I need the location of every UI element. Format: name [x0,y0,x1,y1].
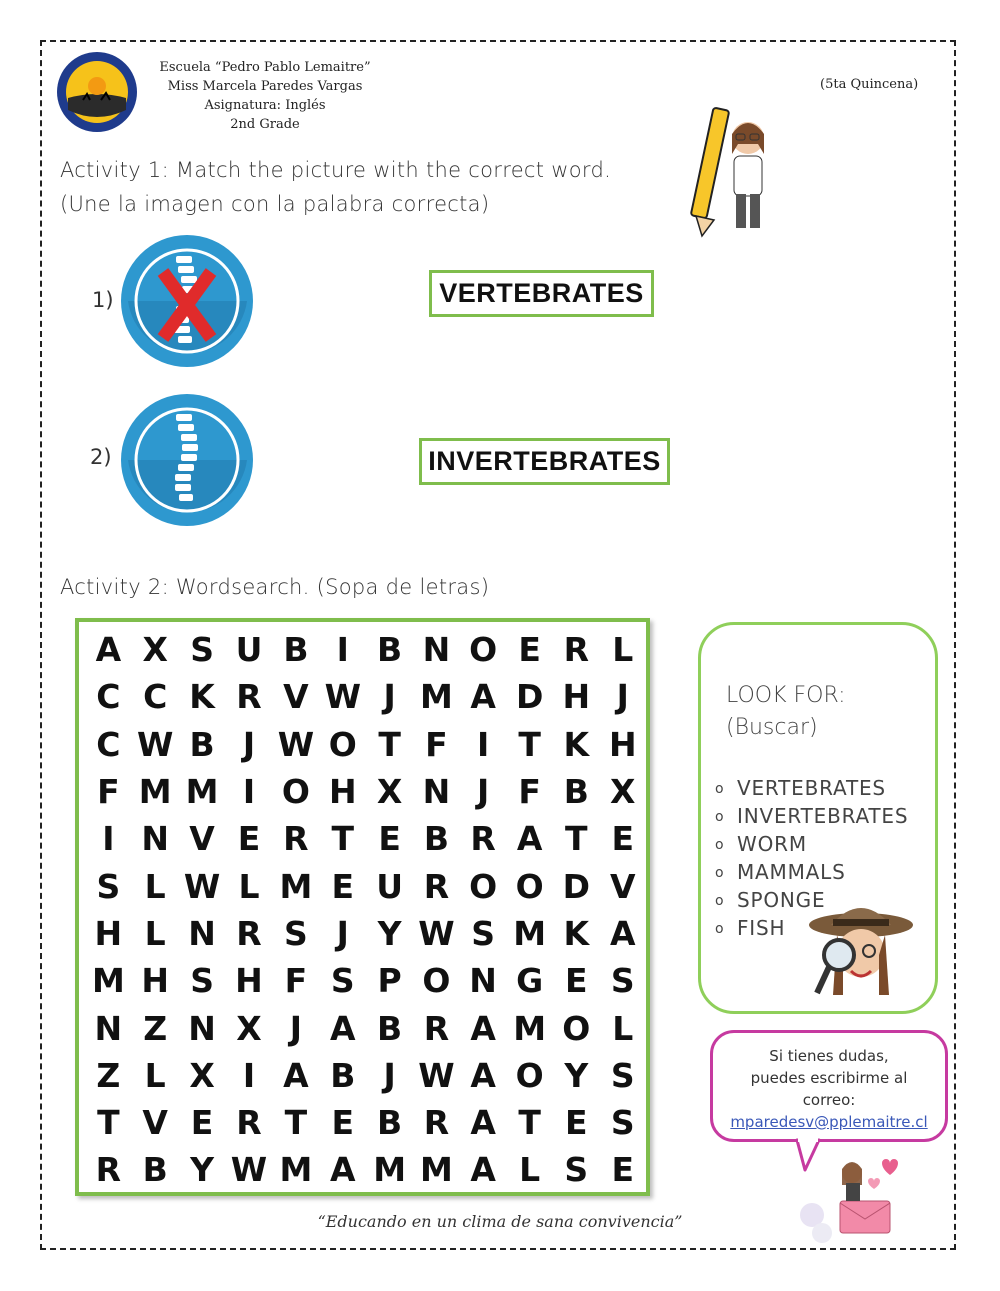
grid-cell[interactable]: J [476,772,490,812]
grid-cell[interactable]: S [564,1150,589,1190]
grid-cell[interactable]: N [188,913,216,953]
grid-cell[interactable]: K [189,677,215,717]
grid-cell[interactable]: H [562,677,591,717]
list-item: o FISH [715,915,908,943]
grid-cell[interactable]: M [279,1150,313,1190]
grid-row [85,862,646,909]
grid-cell[interactable]: X [189,1055,215,1095]
grid-row [85,721,646,768]
grid-cell[interactable]: J [336,913,349,953]
grid-cell[interactable]: O [515,866,544,906]
grid-cell[interactable]: V [189,819,215,859]
period-label: (5ta Quincena) [820,77,919,92]
grid-cell[interactable]: I [242,772,256,812]
grid-cell[interactable]: B [423,819,449,859]
grid-cell[interactable]: L [144,1055,166,1095]
grid-cell[interactable]: Y [377,913,402,953]
grid-cell[interactable]: E [611,1150,635,1190]
grid-cell[interactable]: N [141,819,169,859]
grid-cell[interactable]: L [612,1008,634,1048]
school-logo [55,50,139,134]
grid-cell[interactable]: T [331,819,355,859]
grid-cell[interactable]: A [330,1150,356,1190]
grid-cell[interactable]: T [518,1103,541,1143]
grid-cell[interactable]: N [469,961,497,1001]
grid-cell[interactable]: C [96,677,121,717]
grid-row [85,910,646,957]
list-item: o VERTEBRATES [715,775,908,803]
grid-cell[interactable]: A [516,819,543,859]
grid-cell[interactable]: T [378,724,401,764]
grid-cell[interactable]: L [238,866,260,906]
grid-cell[interactable]: L [519,1150,541,1190]
grid-cell[interactable]: E [565,961,588,1001]
grid-cell[interactable]: W [418,913,455,953]
grid-cell[interactable]: O [515,1055,544,1095]
circle-bullet-icon: o [715,893,725,909]
grid-cell[interactable]: A [95,630,122,670]
word-card-invertebrates[interactable]: INVERTEBRATES [419,438,670,485]
grid-cell[interactable]: V [283,677,309,717]
grid-cell[interactable]: E [565,1103,588,1143]
grid-cell[interactable]: Z [143,1008,168,1048]
list-item: o SPONGE [715,887,908,915]
grid-cell[interactable]: S [610,1103,635,1143]
grid-cell[interactable]: B [142,1150,168,1190]
grid-cell[interactable]: O [281,772,310,812]
grid-cell[interactable]: R [563,630,589,670]
grid-cell[interactable]: O [562,1008,591,1048]
grid-cell[interactable]: A [470,1008,496,1048]
grid-cell[interactable]: S [190,961,214,1001]
grid-cell[interactable]: H [94,913,123,953]
grid-cell[interactable]: H [608,724,637,764]
circle-bullet-icon: o [715,865,725,881]
grid-cell[interactable]: D [562,866,590,906]
grid-cell[interactable]: W [418,1055,455,1095]
grid-cell[interactable]: Z [96,1055,121,1095]
grid-cell[interactable]: I [336,630,349,670]
look-for-title: LOOK FOR: [726,683,846,708]
grid-cell[interactable]: M [420,1150,453,1190]
grid-cell[interactable]: E [518,630,541,670]
grid-cell[interactable]: F [284,961,308,1001]
grid-cell[interactable]: Y [190,1150,215,1190]
grid-cell[interactable]: J [616,677,629,717]
grid-cell[interactable]: S [284,913,308,953]
grid-cell[interactable]: A [330,1008,356,1048]
grid-cell[interactable]: X [376,772,403,812]
grid-row [85,1004,646,1051]
grid-row [85,1099,646,1146]
grid-cell[interactable]: R [236,913,262,953]
grid-cell[interactable]: R [470,819,496,859]
grid-cell[interactable]: W [277,724,315,764]
grid-cell[interactable]: B [377,1103,403,1143]
grid-cell[interactable]: M [185,772,219,812]
grid-cell[interactable]: F [518,772,541,812]
grid-cell[interactable]: B [283,630,309,670]
grid-cell[interactable]: R [423,1103,450,1143]
grid-cell[interactable]: O [328,724,357,764]
item-number-2: 2) [90,445,112,469]
grid-cell[interactable]: E [190,1103,214,1143]
grid-cell[interactable]: I [476,724,490,764]
grid-cell[interactable]: A [470,1103,496,1143]
grid-row [85,1146,646,1193]
grid-cell[interactable]: K [563,724,590,764]
look-for-subtitle: (Buscar) [726,715,818,740]
grid-cell[interactable]: I [102,819,115,859]
contact-bubble [710,1030,948,1142]
grid-cell[interactable]: O [469,866,498,906]
grid-cell[interactable]: M [513,1008,547,1048]
grid-cell[interactable]: T [518,724,541,764]
grid-cell[interactable]: E [611,819,635,859]
wordsearch-table[interactable] [85,626,646,1194]
grid-cell[interactable]: M [91,961,125,1001]
circle-bullet-icon: o [715,781,725,797]
activity1-subtitle: (Une la imagen con la palabra correcta) [60,192,490,216]
activity2-title: Activity 2: Wordsearch. (Sopa de letras) [60,575,490,599]
grid-cell[interactable]: T [97,1103,120,1143]
circle-bullet-icon: o [715,809,725,825]
grid-cell[interactable]: H [235,961,263,1001]
list-item: o WORM [715,831,908,859]
grid-cell[interactable]: O [422,961,451,1001]
detective-avatar-icon [803,895,915,1007]
grid-row [85,957,646,1004]
grid-cell[interactable]: J [383,1055,396,1095]
grid-cell[interactable]: R [283,819,309,859]
grid-cell[interactable]: W [324,677,361,717]
grid-cell[interactable]: S [610,961,635,1001]
grid-cell[interactable]: U [235,630,263,670]
school-header [150,58,380,134]
grid-cell[interactable]: X [610,772,636,812]
grid-cell[interactable]: A [609,913,636,953]
school-name: Escuela “Pedro Pablo Lemaitre” [159,60,371,75]
grid-cell[interactable]: U [376,866,403,906]
grid-cell[interactable]: M [513,913,547,953]
email-link[interactable]: mparedesv@pplemaitre.cl [730,1113,928,1131]
grid-cell[interactable]: L [144,866,166,906]
grid-row [85,815,646,862]
look-for-box [698,622,938,1014]
grid-cell[interactable]: B [377,1008,403,1048]
grid-cell[interactable]: K [563,913,590,953]
grid-cell[interactable]: M [373,1150,407,1190]
grid-cell[interactable]: S [610,1055,635,1095]
grid-cell[interactable]: X [142,630,168,670]
grade: 2nd Grade [230,117,300,132]
grid-cell[interactable]: S [96,866,121,906]
grid-cell[interactable]: X [236,1008,262,1048]
grid-cell[interactable]: W [136,724,174,764]
grid-cell[interactable]: N [422,772,451,812]
grid-cell[interactable]: M [279,866,313,906]
subject: Asignatura: Inglés [204,98,326,113]
grid-cell[interactable]: V [609,866,636,906]
grid-cell[interactable]: S [330,961,355,1001]
grid-cell[interactable]: E [331,866,355,906]
grid-cell[interactable]: E [331,1103,355,1143]
grid-cell[interactable]: B [330,1055,356,1095]
grid-cell[interactable]: R [423,1008,450,1048]
grid-cell[interactable]: O [469,630,498,670]
grid-cell[interactable]: R [236,1103,262,1143]
grid-cell[interactable]: L [612,630,634,670]
teacher-name: Miss Marcela Paredes Vargas [167,79,363,94]
grid-row [85,673,646,720]
spine-icon [118,392,260,528]
grid-cell[interactable]: P [377,961,402,1001]
grid-cell[interactable]: A [283,1055,309,1095]
grid-cell[interactable]: B [189,724,215,764]
grid-cell[interactable]: N [422,630,451,670]
activity1-title: Activity 1: Match the picture with the correct word. [60,158,612,182]
grid-cell[interactable]: B [377,630,403,670]
grid-cell[interactable]: M [138,772,172,812]
grid-cell[interactable]: S [190,630,214,670]
teacher-pencil-avatar-icon [688,98,780,238]
grid-cell[interactable]: I [242,1055,256,1095]
teacher-envelope-avatar-icon [798,1155,898,1247]
grid-row [85,768,646,815]
circle-bullet-icon: o [715,837,725,853]
grid-cell[interactable]: A [470,677,496,717]
grid-cell[interactable]: L [144,913,166,953]
grid-cell[interactable]: H [328,772,357,812]
list-item: o MAMMALS [715,859,908,887]
grid-cell[interactable]: W [183,866,221,906]
grid-cell[interactable]: E [378,819,401,859]
grid-cell[interactable]: Y [564,1055,589,1095]
grid-cell[interactable]: D [515,677,544,717]
grid-cell[interactable]: M [420,677,453,717]
grid-cell[interactable]: A [470,1150,496,1190]
contact-line-2: puedes escribirme al [750,1069,908,1087]
grid-cell[interactable]: C [143,677,168,717]
grid-cell[interactable]: N [94,1008,123,1048]
contact-line-1: Si tienes dudas, [769,1047,889,1065]
grid-cell[interactable]: J [383,677,396,717]
grid-cell[interactable]: B [563,772,589,812]
grid-cell[interactable]: T [284,1103,308,1143]
word-card-vertebrates[interactable]: VERTEBRATES [429,270,654,317]
grid-cell[interactable]: H [141,961,169,1001]
item-number-1: 1) [92,288,114,312]
grid-cell[interactable]: T [565,819,588,859]
grid-cell[interactable]: F [425,724,448,764]
grid-cell[interactable]: R [95,1150,122,1190]
grid-cell[interactable]: R [423,866,450,906]
wordsearch-grid[interactable] [75,618,650,1196]
grid-cell[interactable]: N [188,1008,216,1048]
grid-cell[interactable]: S [471,913,495,953]
circle-bullet-icon: o [715,921,725,937]
grid-cell[interactable]: E [237,819,261,859]
grid-cell[interactable]: J [242,724,256,764]
grid-row [85,626,646,673]
list-item: o INVERTEBRATES [715,803,908,831]
contact-line-3: correo: [802,1091,856,1109]
grid-cell[interactable]: A [470,1055,496,1095]
grid-cell[interactable]: F [97,772,120,812]
footer-motto: “Educando en un clima de sana convivencia” [317,1212,683,1231]
grid-cell[interactable]: R [236,677,262,717]
grid-cell[interactable]: G [516,961,544,1001]
grid-cell[interactable]: C [96,724,121,764]
grid-row [85,1052,646,1099]
grid-cell[interactable]: V [142,1103,168,1143]
grid-cell[interactable]: W [230,1150,268,1190]
grid-cell[interactable]: J [289,1008,303,1048]
crossed-spine-icon [118,234,260,368]
